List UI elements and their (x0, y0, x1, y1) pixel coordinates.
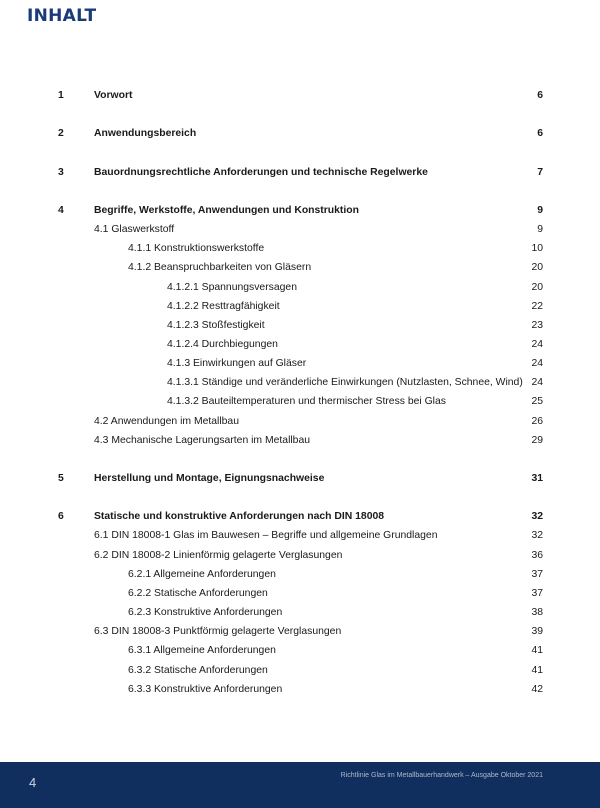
toc-entry-page: 24 (531, 339, 543, 350)
toc-entry[interactable] (0, 241, 600, 257)
toc-entry-title: 4.1.3.2 Bauteiltemperaturen und thermischer Stress bei Glas (167, 396, 446, 407)
toc-entry-page: 25 (531, 396, 543, 407)
toc-entry-page: 31 (531, 473, 543, 484)
toc-entry-page: 36 (531, 550, 543, 561)
toc-entry-page: 24 (531, 377, 543, 388)
toc-entry[interactable] (0, 605, 600, 621)
toc-entry[interactable] (0, 471, 600, 487)
toc-entry-title: 4.1.2.4 Durchbiegungen (167, 339, 278, 350)
toc-entry[interactable] (0, 280, 600, 296)
toc-entry-page: 38 (531, 607, 543, 618)
toc-entry-page: 32 (531, 530, 543, 541)
toc-entry[interactable] (0, 567, 600, 583)
toc-entry-number: 6 (58, 511, 64, 522)
toc-entry-page: 41 (531, 665, 543, 676)
toc-entry-page: 6 (537, 128, 543, 139)
toc-entry[interactable] (0, 126, 600, 142)
toc-entry-title: 6.3.3 Konstruktive Anforderungen (128, 684, 283, 695)
toc-entry[interactable] (0, 663, 600, 679)
toc-entry[interactable] (0, 528, 600, 544)
toc-entry-page: 22 (531, 301, 543, 312)
toc-entry[interactable] (0, 299, 600, 315)
toc-entry[interactable] (0, 203, 600, 219)
toc-entry[interactable] (0, 433, 600, 449)
toc-entry-page: 39 (531, 626, 543, 637)
toc-entry-page: 7 (537, 167, 543, 178)
toc-entry-page: 10 (531, 243, 543, 254)
toc-entry-title: Anwendungsbereich (94, 128, 197, 139)
toc-entry-number: 5 (58, 473, 64, 484)
toc-entry-title: 4.2 Anwendungen im Metallbau (94, 416, 239, 427)
toc-entry-title: Bauordnungsrechtliche Anforderungen und technische Regelwerke (94, 167, 428, 178)
toc-entry-page: 37 (531, 588, 543, 599)
toc-entry[interactable] (0, 414, 600, 430)
toc-entry[interactable] (0, 318, 600, 334)
toc-entry-title: 6.3 DIN 18008-3 Punktförmig gelagerte Verglasungen (94, 626, 342, 637)
toc-entry-title: 4.1.3 Einwirkungen auf Gläser (167, 358, 307, 369)
toc-entry[interactable] (0, 394, 600, 410)
toc-entry-title: 6.2.3 Konstruktive Anforderungen (128, 607, 283, 618)
toc-entry-title: 4.1.2.1 Spannungsversagen (167, 282, 297, 293)
toc-entry-number: 2 (58, 128, 64, 139)
toc-entry-number: 3 (58, 167, 64, 178)
toc-entry-title: Herstellung und Montage, Eignungsnachweise (94, 473, 325, 484)
toc-entry[interactable] (0, 222, 600, 238)
toc-entry-title: 4.1.2 Beanspruchbarkeiten von Gläsern (128, 262, 312, 273)
page-heading: INHALT (27, 6, 97, 26)
toc-entry-title: Begriffe, Werkstoffe, Anwendungen und Konstruktion (94, 205, 359, 216)
toc-entry-title: 4.1 Glaswerkstoff (94, 224, 175, 235)
toc-entry-title: 4.3 Mechanische Lagerungsarten im Metallbau (94, 435, 311, 446)
toc-entry-title: 6.3.1 Allgemeine Anforderungen (128, 645, 276, 656)
footer-bar (0, 762, 600, 808)
toc-entry-title: 4.1.1 Konstruktionswerkstoffe (128, 243, 265, 254)
toc-entry[interactable] (0, 375, 600, 391)
toc-entry-page: 26 (531, 416, 543, 427)
footer-page-number: 4 (29, 775, 37, 790)
toc-entry[interactable] (0, 88, 600, 104)
toc-entry[interactable] (0, 509, 600, 525)
toc-entry[interactable] (0, 165, 600, 181)
toc-entry-page: 37 (531, 569, 543, 580)
toc-entry-number: 4 (58, 205, 64, 216)
toc-entry-page: 23 (531, 320, 543, 331)
footer-publication-title: Richtlinie Glas im Metallbauerhandwerk – Ausgabe Oktober 2021 (340, 772, 543, 779)
toc-entry-page: 32 (531, 511, 543, 522)
toc-entry-page: 24 (531, 358, 543, 369)
toc-entry-title: 6.2 DIN 18008-2 Linienförmig gelagerte Verglasungen (94, 550, 343, 561)
toc-entry-number: 1 (58, 90, 64, 101)
toc-entry[interactable] (0, 356, 600, 372)
toc-entry-title: 4.1.2.2 Resttragfähigkeit (167, 301, 280, 312)
toc-entry[interactable] (0, 260, 600, 276)
toc-entry-page: 9 (537, 205, 543, 216)
toc-entry-title: 4.1.2.3 Stoßfestigkeit (167, 320, 265, 331)
toc-entry-page: 20 (531, 282, 543, 293)
toc-entry-title: 4.1.3.1 Ständige und veränderliche Einwirkungen (Nutzlasten, Schnee, Wind) (167, 377, 523, 388)
toc-entry-title: Vorwort (94, 90, 133, 101)
toc-entry-page: 41 (531, 645, 543, 656)
toc-entry-title: 6.2.1 Allgemeine Anforderungen (128, 569, 276, 580)
toc-entry-title: Statische und konstruktive Anforderungen nach DIN 18008 (94, 511, 385, 522)
toc-entry[interactable] (0, 682, 600, 698)
toc-entry-title: 6.1 DIN 18008-1 Glas im Bauwesen – Begriffe und allgemeine Grundlagen (94, 530, 438, 541)
toc-entry[interactable] (0, 337, 600, 353)
toc-entry-title: 6.2.2 Statische Anforderungen (128, 588, 268, 599)
toc-entry[interactable] (0, 643, 600, 659)
toc-entry[interactable] (0, 548, 600, 564)
toc-entry-page: 42 (531, 684, 543, 695)
toc-entry-page: 29 (531, 435, 543, 446)
toc-entry-page: 9 (537, 224, 543, 235)
toc-entry[interactable] (0, 586, 600, 602)
toc-entry-title: 6.3.2 Statische Anforderungen (128, 665, 268, 676)
toc-entry-page: 20 (531, 262, 543, 273)
toc-entry-page: 6 (537, 90, 543, 101)
toc-entry[interactable] (0, 624, 600, 640)
